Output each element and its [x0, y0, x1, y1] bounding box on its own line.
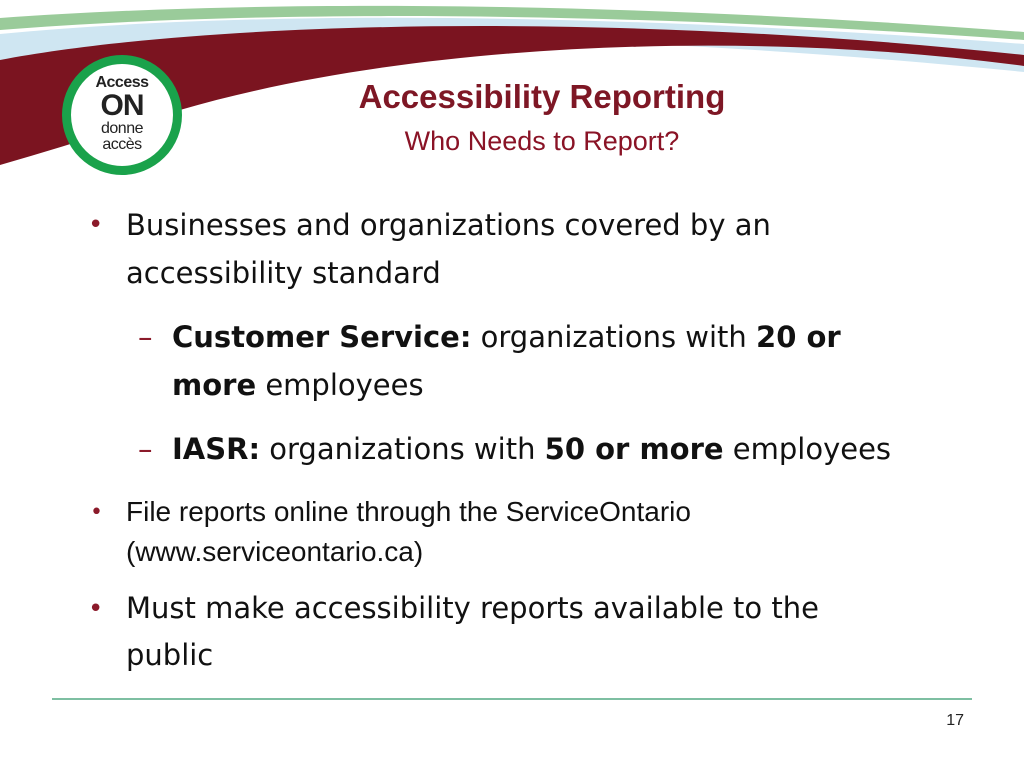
sub-bullet-1-text: organizations with [471, 320, 757, 354]
bullet-3-line-1: Must make accessibility reports available to the [126, 591, 819, 625]
bullet-dot: • [88, 210, 104, 240]
iasr-label: IASR: [172, 432, 261, 466]
logo-access-text: Access [95, 74, 149, 91]
sub-bullet-1-threshold-cont: more [172, 368, 257, 402]
bullet-2-line-1: File reports online through the ServiceOntario [126, 496, 691, 527]
page-number: 17 [946, 712, 964, 729]
sub-bullet-1-threshold: 20 or [756, 320, 841, 354]
sub-bullet-2-text-end: employees [723, 432, 892, 466]
bullet-dot: • [88, 594, 104, 624]
sub-bullet-1-line-1 [172, 320, 841, 354]
bullet-3-line-2: public [126, 638, 214, 672]
slide-title: Accessibility Reporting [358, 78, 726, 115]
slide-subtitle: Who Needs to Report? [404, 126, 680, 156]
sub-bullet-dash: – [138, 432, 153, 466]
bullet-2-line-2: (www.serviceontario.ca) [126, 536, 424, 567]
sub-bullet-dash: – [138, 320, 153, 354]
sub-bullet-2-threshold: 50 or more [544, 432, 724, 466]
footer-rule [52, 698, 972, 700]
logo-acces-text: accès [102, 136, 142, 153]
bullet-dot: • [90, 500, 103, 525]
bullet-1-line-1: Businesses and organizations covered by an [126, 208, 771, 242]
bullet-1-line-2: accessibility standard [126, 256, 441, 290]
logo-donne-text: donne [101, 120, 143, 137]
sub-bullet-1-text-end: employees [256, 368, 424, 402]
sub-bullet-2-text: organizations with [260, 432, 545, 466]
logo-on-text: ON [100, 89, 144, 122]
sub-bullet-1-line-2 [172, 368, 424, 402]
customer-service-label: Customer Service: [172, 320, 472, 354]
sub-bullet-2-line-1 [172, 432, 891, 466]
